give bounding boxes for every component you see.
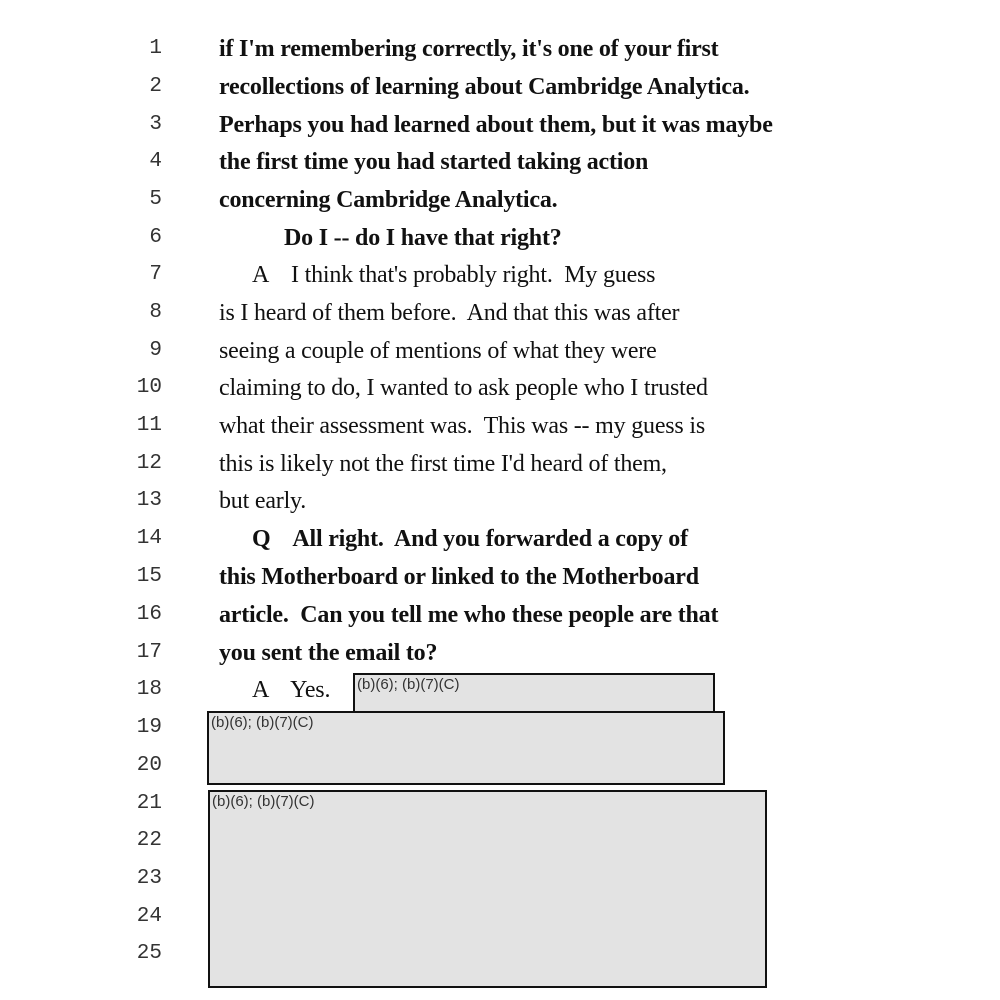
line-number: 17 [136,641,162,664]
line-number: 18 [136,678,162,701]
line-number: 25 [136,942,162,965]
line-number: 15 [136,565,162,588]
transcript-line: but early. [219,488,307,514]
line-number: 16 [136,603,162,626]
transcript-line: is I heard of them before. And that this was after [219,300,680,326]
transcript-line: Do I -- do I have that right? [284,225,562,251]
line-number: 11 [136,414,162,437]
line-number: 1 [149,37,162,60]
transcript-line: if I'm remembering correctly, it's one of your first [219,36,719,62]
line-number: 2 [149,75,162,98]
line-number: 5 [149,188,162,211]
line-number: 12 [136,452,162,475]
transcript-line: you sent the email to? [219,640,438,666]
transcript-line: the first time you had started taking action [219,149,649,175]
line-number: 9 [149,339,162,362]
line-number: 3 [149,113,162,136]
redaction-box [207,711,725,785]
transcript-line: article. Can you tell me who these people are that [219,602,719,628]
transcript-line: concerning Cambridge Analytica. [219,187,558,213]
line-number: 23 [136,867,162,890]
line-number: 19 [136,716,162,739]
transcript-line: A I think that's probably right. My guess [252,262,656,288]
transcript-line: Perhaps you had learned about them, but it was maybe [219,112,773,138]
line-number: 14 [136,527,162,550]
line-number: 8 [149,301,162,324]
line-number: 22 [136,829,162,852]
line-number: 6 [149,226,162,249]
transcript-line: recollections of learning about Cambridge Analytica. [219,74,750,100]
redaction-label: (b)(6); (b)(7)(C) [212,793,315,810]
redaction-label: (b)(6); (b)(7)(C) [357,676,460,693]
line-number: 20 [136,754,162,777]
transcript-line: A Yes. [252,677,331,703]
transcript-line: this is likely not the first time I'd heard of them, [219,451,667,477]
redaction-box [353,673,715,713]
line-number: 4 [149,150,162,173]
transcript-line: seeing a couple of mentions of what they were [219,338,657,364]
line-number: 24 [136,905,162,928]
line-number: 10 [136,376,162,399]
line-number: 13 [136,489,162,512]
transcript-line: this Motherboard or linked to the Motherboard [219,564,699,590]
line-number: 21 [136,792,162,815]
redaction-label: (b)(6); (b)(7)(C) [211,714,314,731]
transcript-line: Q All right. And you forwarded a copy of [252,526,688,552]
transcript-line: claiming to do, I wanted to ask people who I trusted [219,375,708,401]
redaction-box [208,790,767,988]
line-number: 7 [149,263,162,286]
transcript-line: what their assessment was. This was -- my guess is [219,413,705,439]
